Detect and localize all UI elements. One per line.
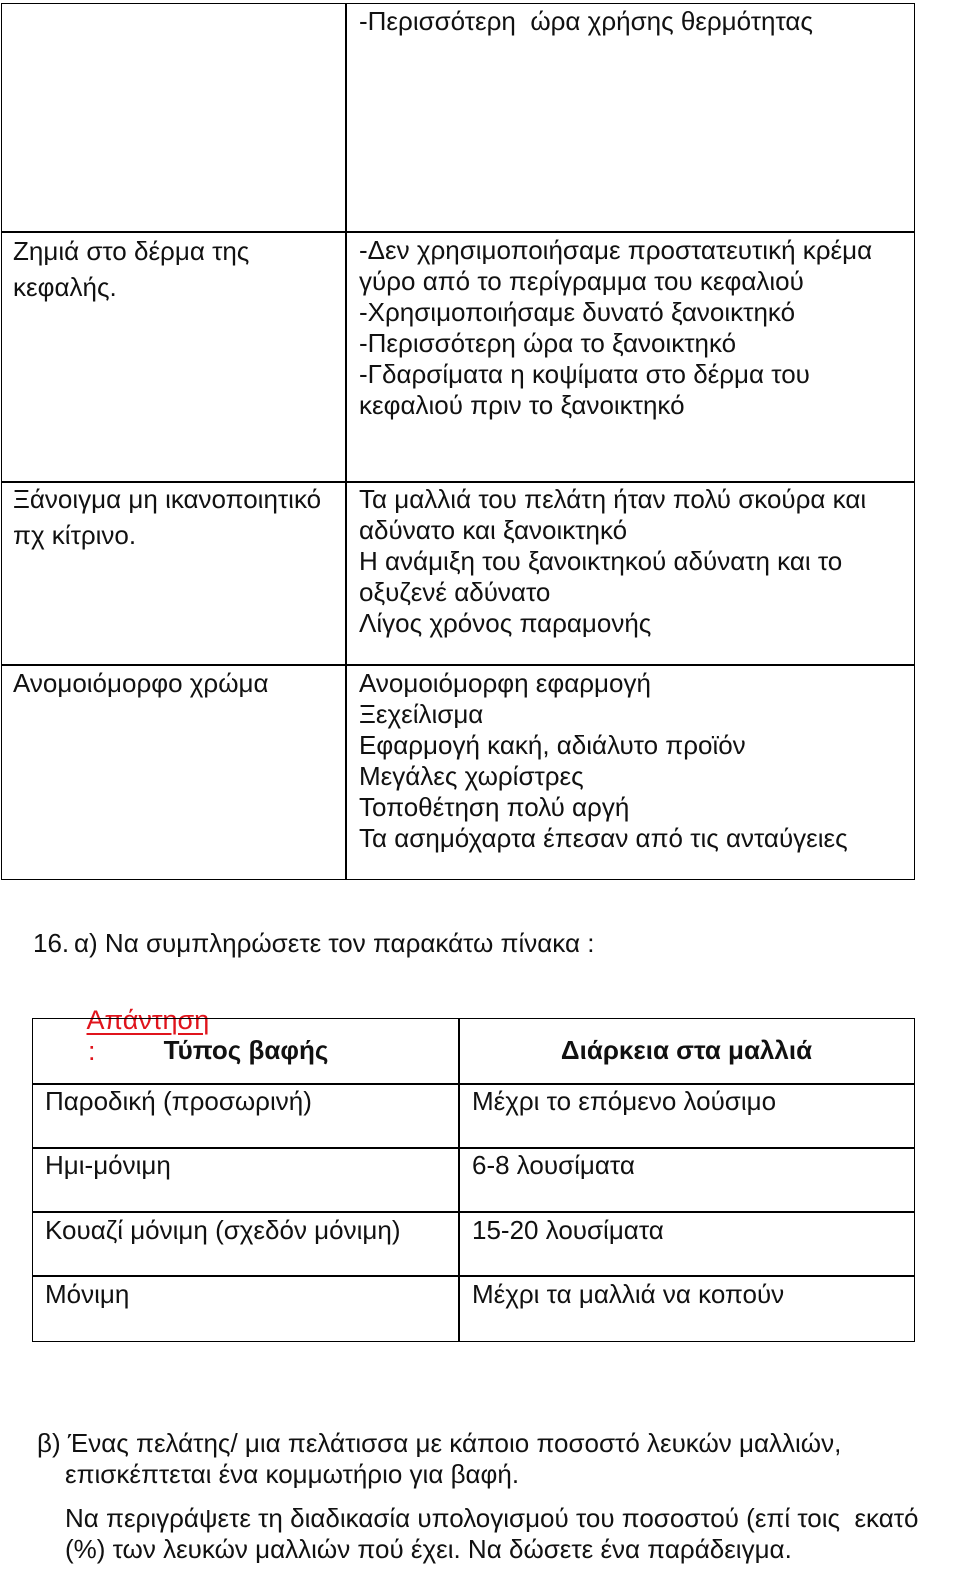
question-number: 16. [33,928,70,958]
dye-type-cell: Ημι-μόνιμη [45,1150,171,1180]
table-row [458,1083,915,1149]
table-row-left-cell [1,231,347,483]
problem-line: Ζημιά στο δέρμα της [13,236,250,266]
table-header-cell [458,1018,915,1085]
cause-line: -Περισσότερη ώρα χρήσης θερμότητας [359,6,813,36]
table-row-right-cell [345,3,915,233]
table-header-cell [32,1018,460,1085]
dye-type-cell: Παροδική (προσωρινή) [45,1086,312,1116]
column-header-duration: Διάρκεια στα μαλλιά [560,1035,813,1065]
answer-label: Απάντηση [86,1005,210,1035]
duration-cell: 15-20 λουσίματα [472,1215,664,1245]
cause-line: οξυζενέ αδύνατο [359,577,551,607]
cause-line: -Γδαρσίματα η κοψίματα στο δέρμα του [359,359,810,389]
table-row [458,1211,915,1277]
duration-cell: Μέχρι το επόμενο λούσιμο [472,1086,777,1116]
cause-line: Ξεχείλισμα [359,699,484,729]
cause-line: Τα ασημόχαρτα έπεσαν από τις ανταύγειες [359,823,848,853]
problem-line: κεφαλής. [13,272,117,302]
cause-line: γύρο από το περίγραμμα του κεφαλιού [359,266,804,296]
cause-line: -Περισσότερη ώρα το ξανοικτηκό [359,328,737,358]
table-row [32,1211,460,1277]
problem-line: Ξάνοιγμα μη ικανοποιητικό [13,484,322,514]
part-b-line: β) Ένας πελάτης/ μια πελάτισσα με κάποιο ποσοστό λευκών μαλλιών, [37,1428,842,1458]
table-row-left-cell [1,664,347,880]
answer-colon: : [88,1036,96,1066]
problem-line: πχ κίτρινο. [13,520,137,550]
table-row [32,1147,460,1213]
table-row-left-cell [1,481,347,666]
cause-line: αδύνατο και ξανοικτηκό [359,515,628,545]
cause-line: Λίγος χρόνος παραμονής [359,608,652,638]
part-b-task-line: (%) των λευκών μαλλιών πού έχει. Να δώσετε ένα παράδειγμα. [65,1534,792,1564]
table-row-right-cell [345,231,915,483]
duration-cell: 6-8 λουσίματα [472,1150,635,1180]
cause-line: κεφαλιού πριν το ξανοικτηκό [359,390,685,420]
cause-line: Εφαρμογή κακή, αδιάλυτο προϊόν [359,730,746,760]
duration-cell: Μέχρι τα μαλλιά να κοπούν [472,1279,785,1309]
cause-line: Τοποθέτηση πολύ αργή [359,792,630,822]
table-row [458,1147,915,1213]
table-row [458,1275,915,1342]
column-header-type: Τύπος βαφής [163,1035,329,1065]
part-b-task-line: Να περιγράψετε τη διαδικασία υπολογισμού του ποσοστού (επί τοις εκατό [65,1503,919,1533]
cause-line: Μεγάλες χωρίστρες [359,761,584,791]
cause-line: -Χρησιμοποιήσαμε δυνατό ξανοικτηκό [359,297,796,327]
table-row [32,1275,460,1342]
part-b-line: επισκέπτεται ένα κομμωτήριο για βαφή. [65,1459,520,1489]
cause-line: Η ανάμιξη του ξανοικτηκού αδύνατη και το [359,546,843,576]
cause-line: -Δεν χρησιμοποιήσαμε προστατευτική κρέμα [359,235,873,265]
dye-type-cell: Κουαζί μόνιμη (σχεδόν μόνιμη) [45,1215,401,1245]
dye-type-cell: Μόνιμη [45,1279,130,1309]
table-row-left-cell [1,3,347,233]
table-row-right-cell [345,664,915,880]
table-row-right-cell [345,481,915,666]
cause-line: Τα μαλλιά του πελάτη ήταν πολύ σκούρα και [359,484,867,514]
table-row [32,1083,460,1149]
question-text: α) Να συμπληρώσετε τον παρακάτω πίνακα : [74,928,595,958]
problem-line: Ανομοιόμορφο χρώμα [13,668,269,698]
cause-line: Ανομοιόμορφη εφαρμογή [359,668,651,698]
